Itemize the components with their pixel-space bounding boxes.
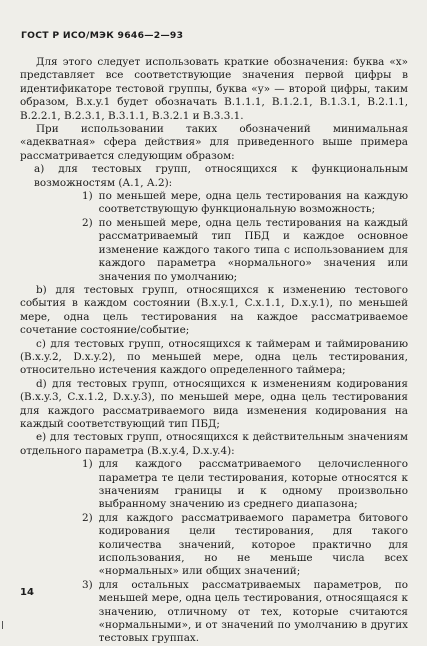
item-number: 2) xyxy=(82,511,93,524)
item-number: 1) xyxy=(82,458,93,471)
item-text: по меньшей мере, одна цель тестирования на каждую соответствующую функциональную возможность; xyxy=(98,190,408,216)
item-text: для каждого рассматриваемого параметра битового кодирования цели тестирования, для такого количества значений, которое практично для использования, но не меньше числа всех «нормальных» или общих значений; xyxy=(98,511,408,578)
document-body xyxy=(20,56,408,646)
page-header: ГОСТ Р ИСО/МЭК 9646—2—93 xyxy=(21,30,184,41)
page-number: 14 xyxy=(20,587,34,598)
scan-edge-mark xyxy=(2,621,3,629)
list-item-e: е) для тестовых групп, относящихся к действительным значениям отдельного параметра (B.x.y.4, D.x.y.4): xyxy=(20,431,408,457)
list-item-e3 xyxy=(82,579,408,646)
item-text: по меньшей мере, одна цель тестирования на каждый рассматриваемый тип ПБД и каждое основное изменение каждого такого типа с использованием для каждого параметра «нормального» значения или значения по умолчанию; xyxy=(98,216,408,283)
item-text: для остальных рассматриваемых параметров, по меньшей мере, одна цель тестирования, относящаяся к значению, отличному от тех, которые считаются «нормальными», и от значений по умолчанию в других тестовых группах. xyxy=(98,578,408,645)
list-item-e1 xyxy=(82,458,408,512)
list-item-d: d) для тестовых групп, относящихся к изменениям кодирования (B.x.y.3, C.x.1.2, D.x.y.3), по меньшей мере, одна цель тестирования для каждого рассматриваемого вида изменения кодирования на каждый соответствующий тип ПБД; xyxy=(20,377,408,430)
item-text: для каждого рассматриваемого целочисленного параметра те цели тестирования, которые относятся к значениям границы и к одному произвольно выбранному значению из среднего диапазона; xyxy=(98,458,408,511)
item-number: 1) xyxy=(82,190,93,203)
list-item-c: с) для тестовых групп, относящихся к таймерам и таймированию (B.x.y.2, D.x.y.2), по меньшей мере, одна цель тестирования, относительно истечения каждого определенного таймера; xyxy=(20,337,408,377)
paragraph-notation: Для этого следует использовать краткие обозначения: буква «х» представляет все соответствующие значения первой цифры в идентификаторе тестовой группы, буква «у» — второй цифры, таким образом, B.x.y.1 будет обозначать B.1.1.1, B.1.2.1, B.1.3.1, B.2.1.1, B.2.2.1, B.2.3.1, B.3.1.1, B.3.2.1 и B.3.3.1. xyxy=(20,56,408,122)
list-item-b: b) для тестовых групп, относящихся к изменению тестового события в каждом состоянии (B.x.y.1, C.x.1.1, D.x.y.1), по меньшей мере, одна цель тестирования на каждое рассматриваемое сочетание состояние/событие; xyxy=(20,283,408,337)
list-item-a: а) для тестовых групп, относящихся к функциональным возможностям (А.1, А.2): xyxy=(34,163,408,189)
list-item-e2 xyxy=(82,512,408,579)
list-item-a2 xyxy=(82,217,408,284)
paragraph-scope: При использовании таких обозначений минимальная «адекватная» сфера действия» для приведенного выше примера рассматривается следующим образом: xyxy=(20,123,408,162)
item-number: 2) xyxy=(82,216,93,229)
list-item-a1 xyxy=(82,190,408,217)
item-number: 3) xyxy=(82,578,93,591)
